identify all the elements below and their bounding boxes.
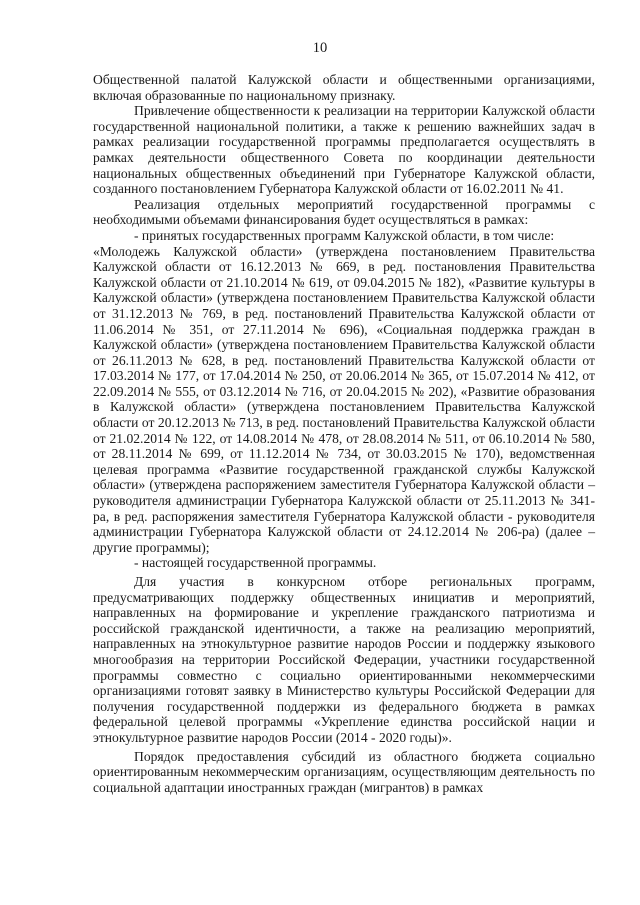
paragraph-subsidy-procedure: Порядок предоставления субсидий из областного бюджета социально ориентированным некоммерческим организациям, осуществляющим деятельность по социальной адаптации иностранных граждан (мигрантов) в рамках (93, 748, 595, 795)
list-item-adopted-programs: - принятых государственных программ Калужской области, в том числе: (134, 227, 555, 243)
paragraph-implementation: Реализация отдельных мероприятий государственной программы с необходимыми объемами финансирования будет осуществляться в рамках: (93, 196, 595, 228)
paragraph-public-involvement: Привлечение общественности к реализации на территории Калужской области государственной национальной политики, а также к решению важнейших задач в рамках реализации государственной программы предполагается осуществлять в рамках деятельности общественного Совета по координации деятельности национальных общественных объединений при Губернаторе Калужской области, созданного постановлением Губернатора Калужской области от 16.02.2011 № 41. (93, 103, 595, 197)
paragraph-program-list: «Молодежь Калужской области» (утверждена постановлением Правительства Калужской области от 16.12.2013 № 669, в ред. постановления Правительства Калужской области от 21.10.2014 № 619, от 09.04.2015 № 182), «Развитие культуры в Калужской области» (утверждена постановлением Правительства Калужской области от 31.12.2013 № 769, в ред. постановлений Правительства Калужской области от 11.06.2014 № 351, от 27.11.2014 № 696), «Социальная поддержка граждан в Калужской области» (утверждена постановлением Правительства Калужской области от 26.11.2013 № 628, в ред. постановлений Правительства Калужской области от 17.03.2014 № 177, от 17.04.2014 № 250, от 20.06.2014 № 365, от 15.07.2014 № 412, от 22.09.2014 № 555, от 03.12.2014 № 716, от 20.04.2015 № 202), «Развитие образования в Калужской области» (утверждена постановлением Правительства Калужской области от 20.12.2013 № 713, в ред. постановлений Правительства Калужской области от 21.02.2014 № 122, от 14.08.2014 № 478, от 28.08.2014 № 511, от 06.10.2014 № 580, от 28.11.2014 № 699, от 11.12.2014 № 734, от 30.03.2015 № 170), ведомственная целевая программа «Развитие государственной гражданской службы Калужской области» (утверждена распоряжением заместителя Губернатора Калужской области – руководителя администрации Губернатора Калужской области от 25.11.2013 № 341-ра, в ред. распоряжения заместителя Губернатора Калужской области - руководителя администрации Губернатора Калужской области от 24.12.2014 № 206-ра) (далее – другие программы); (93, 243, 595, 555)
paragraph-public-chamber: Общественной палатой Калужской области и общественными организациями, включая образованные по национальному признаку. (93, 72, 595, 103)
document-body (93, 72, 595, 795)
list-item-this-program: - настоящей государственной программы. (134, 555, 377, 571)
page-number: 10 (312, 40, 328, 56)
paragraph-competitive-selection: Для участия в конкурсном отборе региональных программ, предусматривающих поддержку общественных инициатив и мероприятий, направленных на формирование и укрепление гражданского патриотизма и российской гражданской идентичности, а также на реализацию мероприятий, направленных на этнокультурное развитие народов России и поддержку языкового многообразия на территории Российской Федерации, участники государственной программы совместно с социально ориентированными некоммерческими организациями готовят заявку в Министерство культуры Российской Федерации для получения государственной поддержки из федерального бюджета в рамках федеральной целевой программы «Укрепление единства российской нации и этнокультурное развитие народов России (2014 - 2020 годы)». (93, 574, 595, 745)
